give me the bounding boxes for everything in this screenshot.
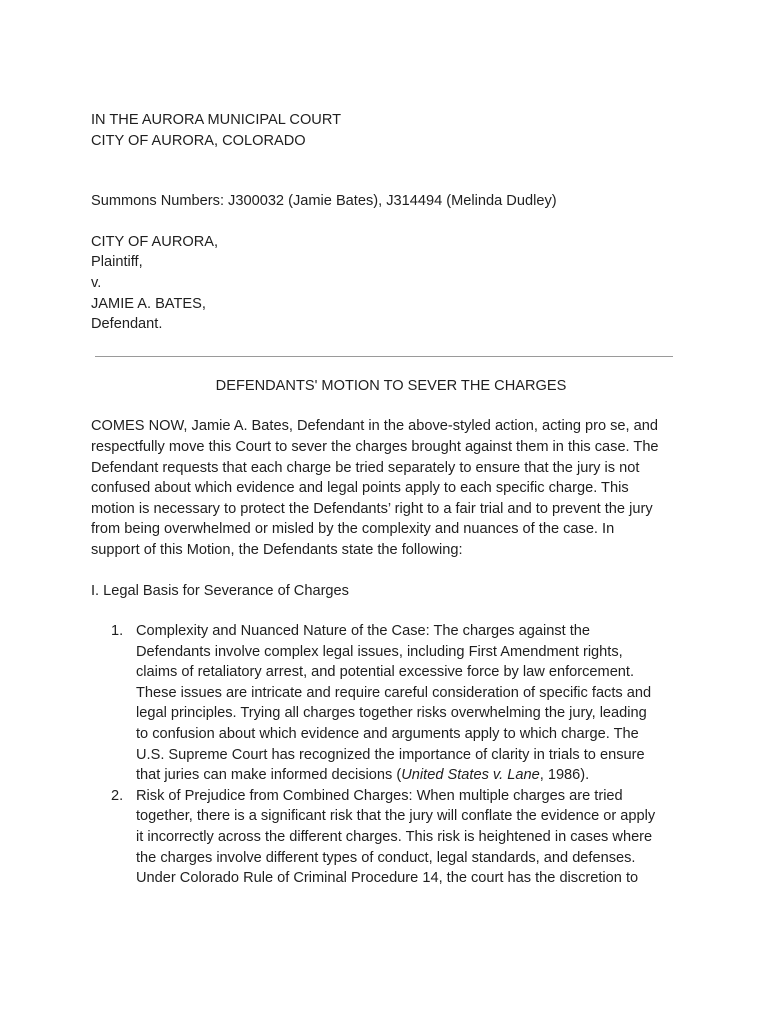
list-item-line: claims of retaliatory arrest, and potential excessive force by law enforcement. — [136, 664, 635, 681]
intro-paragraph — [91, 416, 681, 560]
intro-line: respectfully move this Court to sever the charges brought against them in this case. The — [91, 438, 659, 455]
summons-numbers: Summons Numbers: J300032 (Jamie Bates), J314494 (Melinda Dudley) — [91, 193, 557, 210]
plaintiff-name: CITY OF AURORA, — [91, 233, 219, 250]
citation-prefix: that juries can make informed decisions ( — [136, 767, 402, 784]
court-name: IN THE AURORA MUNICIPAL COURT — [91, 112, 342, 128]
list-item-line: Defendants involve complex legal issues, including First Amendment rights, — [136, 643, 623, 660]
intro-line: confused about which evidence and legal points apply to each specific charge. This — [91, 480, 629, 497]
intro-line: from being overwhelmed or misled by the complexity and nuances of the case. In — [91, 521, 615, 538]
case-caption — [91, 232, 681, 335]
list-item-line — [136, 765, 681, 786]
intro-line: Defendant requests that each charge be tried separately to ensure that the jury is not — [91, 459, 640, 476]
list-item-number: 1. — [111, 623, 124, 640]
list-item-line: the charges involve different types of conduct, legal standards, and defenses. — [136, 849, 636, 866]
motion-document — [91, 110, 681, 889]
court-location: CITY OF AURORA, COLORADO — [91, 132, 306, 149]
section-heading: I. Legal Basis for Severance of Charges — [91, 582, 349, 599]
list-item-line: legal principles. Trying all charges together risks overwhelming the jury, leading — [136, 705, 647, 722]
intro-line: COMES NOW, Jamie A. Bates, Defendant in the above-styled action, acting pro se, and — [91, 418, 659, 435]
case-citation: United States v. Lane — [401, 767, 540, 784]
list-item — [91, 786, 681, 889]
intro-line: motion is necessary to protect the Defendants’ right to a fair trial and to prevent the jury — [91, 500, 653, 517]
list-item-line: Complexity and Nuanced Nature of the Case: The charges against the — [136, 623, 591, 640]
list-item — [91, 621, 681, 786]
court-header — [91, 110, 681, 151]
defendant-name: JAMIE A. BATES, — [91, 295, 206, 312]
list-item-line: U.S. Supreme Court has recognized the importance of clarity in trials to ensure — [136, 746, 645, 763]
list-item-number: 2. — [111, 787, 124, 804]
defendant-role: Defendant. — [91, 316, 163, 333]
plaintiff-role: Plaintiff, — [91, 254, 143, 271]
motion-title: DEFENDANTS' MOTION TO SEVER THE CHARGES — [215, 377, 567, 394]
list-item-line: together, there is a significant risk that the jury will conflate the evidence or apply — [136, 808, 656, 825]
list-item-line: Under Colorado Rule of Criminal Procedure 14, the court has the discretion to — [136, 870, 639, 887]
list-item-line: Risk of Prejudice from Combined Charges: When multiple charges are tried — [136, 787, 623, 804]
intro-line: support of this Motion, the Defendants state the following: — [91, 541, 463, 558]
numbered-list — [91, 621, 681, 889]
list-item-line: it incorrectly across the different charges. This risk is heightened in cases where — [136, 829, 653, 846]
list-item-line: These issues are intricate and require careful consideration of specific facts and — [136, 684, 652, 701]
citation-suffix: , 1986). — [539, 767, 590, 784]
horizontal-divider — [95, 356, 673, 357]
versus-label: v. — [91, 274, 102, 291]
list-item-line: to confusion about which evidence and arguments apply to which charge. The — [136, 726, 639, 743]
